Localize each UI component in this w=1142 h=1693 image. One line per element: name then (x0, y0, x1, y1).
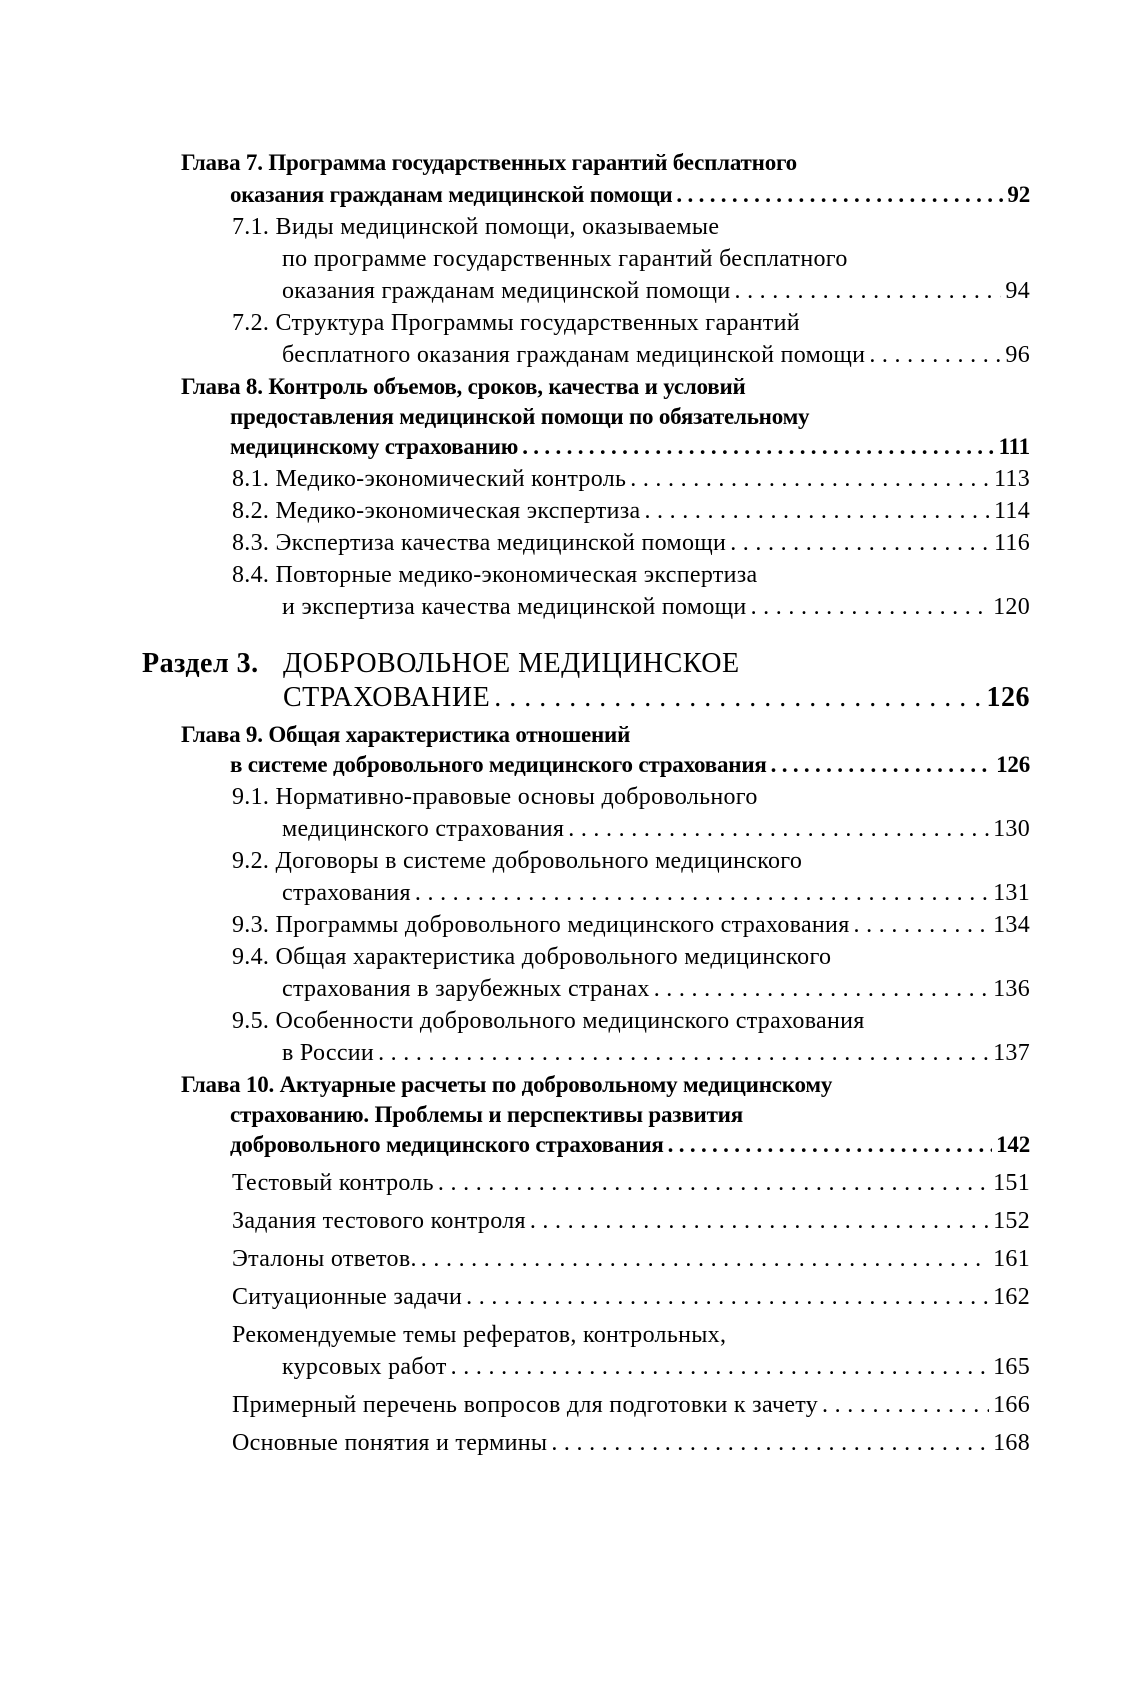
page-number: 111 (998, 434, 1030, 459)
leader-dots (551, 1430, 989, 1457)
section-9-5-line2: в России . . . 137 (282, 1040, 1030, 1067)
leader-dots (668, 1132, 992, 1158)
part-3-title-line2: СТРАХОВАНИЕ . . . 126 (283, 682, 1030, 714)
page-number: 126 (986, 682, 1030, 713)
chapter-7-title-line1: Глава 7. Программа государственных гарантий бесплатного (181, 150, 797, 175)
section-7-2-line1: 7.2. Структура Программы государственных гарантий (232, 310, 800, 336)
toc-entry-situational-tasks: Ситуационные задачи . . . 162 (232, 1284, 1030, 1311)
page-number: 137 (993, 1040, 1030, 1066)
chapter-7-title-line2: оказания гражданам медицинской помощи . . . 92 (230, 182, 1030, 208)
leader-dots (730, 530, 990, 557)
leader-dots (644, 498, 990, 525)
page-number: 116 (993, 530, 1030, 556)
page-number: 134 (993, 912, 1030, 938)
leader-dots (630, 466, 990, 493)
section-9-1-line2: медицинского страхования . . . 130 (282, 816, 1030, 843)
page-number: 168 (993, 1430, 1030, 1456)
section-9-4-line1: 9.4. Общая характеристика добровольного медицинского (232, 944, 832, 970)
page-number: 130 (993, 816, 1030, 842)
leader-dots (751, 594, 990, 621)
section-9-3: 9.3. Программы добровольного медицинского страхования . . . 134 (232, 912, 1030, 939)
leader-dots (568, 816, 989, 843)
page-number: 92 (1007, 182, 1030, 207)
toc-entry-answers: Эталоны ответов. . . . 161 (232, 1246, 1030, 1273)
toc-entry-topics-line1: Рекомендуемые темы рефератов, контрольных, (232, 1322, 727, 1348)
page-number: 166 (993, 1392, 1030, 1418)
chapter-10-title-line2: страхованию. Проблемы и перспективы развития (230, 1102, 743, 1127)
leader-dots (421, 1246, 989, 1273)
toc-entry-terms: Основные понятия и термины . . . 168 (232, 1430, 1030, 1457)
toc-entry-questions: Примерный перечень вопросов для подготовки к зачету . . . 166 (232, 1392, 1030, 1419)
leader-dots (771, 752, 992, 778)
toc-entry-topics-line2: курсовых работ . . . 165 (282, 1354, 1030, 1381)
leader-dots (822, 1392, 989, 1419)
page-number: 162 (993, 1284, 1030, 1310)
leader-dots (654, 976, 989, 1003)
section-8-1: 8.1. Медико-экономический контроль . . . 113 (232, 466, 1030, 493)
leader-dots (522, 434, 994, 460)
page-number: 96 (1005, 342, 1030, 368)
leader-dots (466, 1284, 989, 1311)
toc-entry-test-control: Тестовый контроль . . . 151 (232, 1170, 1030, 1197)
page-number: 126 (996, 752, 1030, 777)
leader-dots (438, 1170, 989, 1197)
page-number: 161 (993, 1246, 1030, 1272)
page-number: 136 (993, 976, 1030, 1002)
chapter-8-title-line3: медицинскому страхованию . . . 111 (230, 434, 1030, 460)
section-7-1-line2: по программе государственных гарантий бесплатного (282, 246, 848, 272)
section-9-5-line1: 9.5. Особенности добровольного медицинского страхования (232, 1008, 865, 1034)
leader-dots (415, 880, 989, 907)
leader-dots (854, 912, 990, 939)
page-number: 113 (993, 466, 1030, 492)
section-9-2-line2: страхования . . . 131 (282, 880, 1030, 907)
page-number: 151 (993, 1170, 1030, 1196)
section-8-4-line2: и экспертиза качества медицинской помощи . . . 120 (282, 594, 1030, 621)
chapter-8-title-line1: Глава 8. Контроль объемов, сроков, качества и условий (181, 374, 746, 399)
page-number: 120 (993, 594, 1030, 620)
leader-dots (378, 1040, 989, 1067)
part-3-label: Раздел 3. (142, 648, 259, 679)
part-3-title-line1: ДОБРОВОЛЬНОЕ МЕДИЦИНСКОЕ (283, 648, 740, 679)
page-number: 131 (993, 880, 1030, 906)
leader-dots (869, 342, 1001, 369)
chapter-9-title-line1: Глава 9. Общая характеристика отношений (181, 722, 631, 747)
section-8-4-line1: 8.4. Повторные медико-экономическая экспертиза (232, 562, 758, 588)
section-8-3: 8.3. Экспертиза качества медицинской помощи . . . 116 (232, 530, 1030, 557)
section-8-2: 8.2. Медико-экономическая экспертиза . . . 114 (232, 498, 1030, 525)
section-7-2-line2: бесплатного оказания гражданам медицинской помощи . . . 96 (282, 342, 1030, 369)
page-number: 142 (996, 1132, 1030, 1157)
leader-dots (530, 1208, 989, 1235)
toc-entry-test-tasks: Задания тестового контроля . . . 152 (232, 1208, 1030, 1235)
page-number: 114 (993, 498, 1030, 524)
leader-dots (451, 1354, 989, 1381)
leader-dots (734, 278, 1001, 305)
chapter-9-title-line2: в системе добровольного медицинского страхования . . . 126 (230, 752, 1030, 778)
page-number: 94 (1005, 278, 1030, 304)
section-9-1-line1: 9.1. Нормативно-правовые основы добровольного (232, 784, 758, 810)
section-7-1-line3: оказания гражданам медицинской помощи . . . 94 (282, 278, 1030, 305)
chapter-10-title-line1: Глава 10. Актуарные расчеты по добровольному медицинскому (181, 1072, 833, 1097)
page-number: 165 (993, 1354, 1030, 1380)
page-number: 152 (993, 1208, 1030, 1234)
leader-dots (676, 182, 1003, 208)
leader-dots (494, 682, 982, 714)
section-9-2-line1: 9.2. Договоры в системе добровольного медицинского (232, 848, 803, 874)
section-9-4-line2: страхования в зарубежных странах . . . 136 (282, 976, 1030, 1003)
chapter-8-title-line2: предоставления медицинской помощи по обязательному (230, 404, 810, 429)
section-7-1-line1: 7.1. Виды медицинской помощи, оказываемые (232, 214, 720, 240)
chapter-10-title-line3: добровольного медицинского страхования . . . 142 (230, 1132, 1030, 1158)
